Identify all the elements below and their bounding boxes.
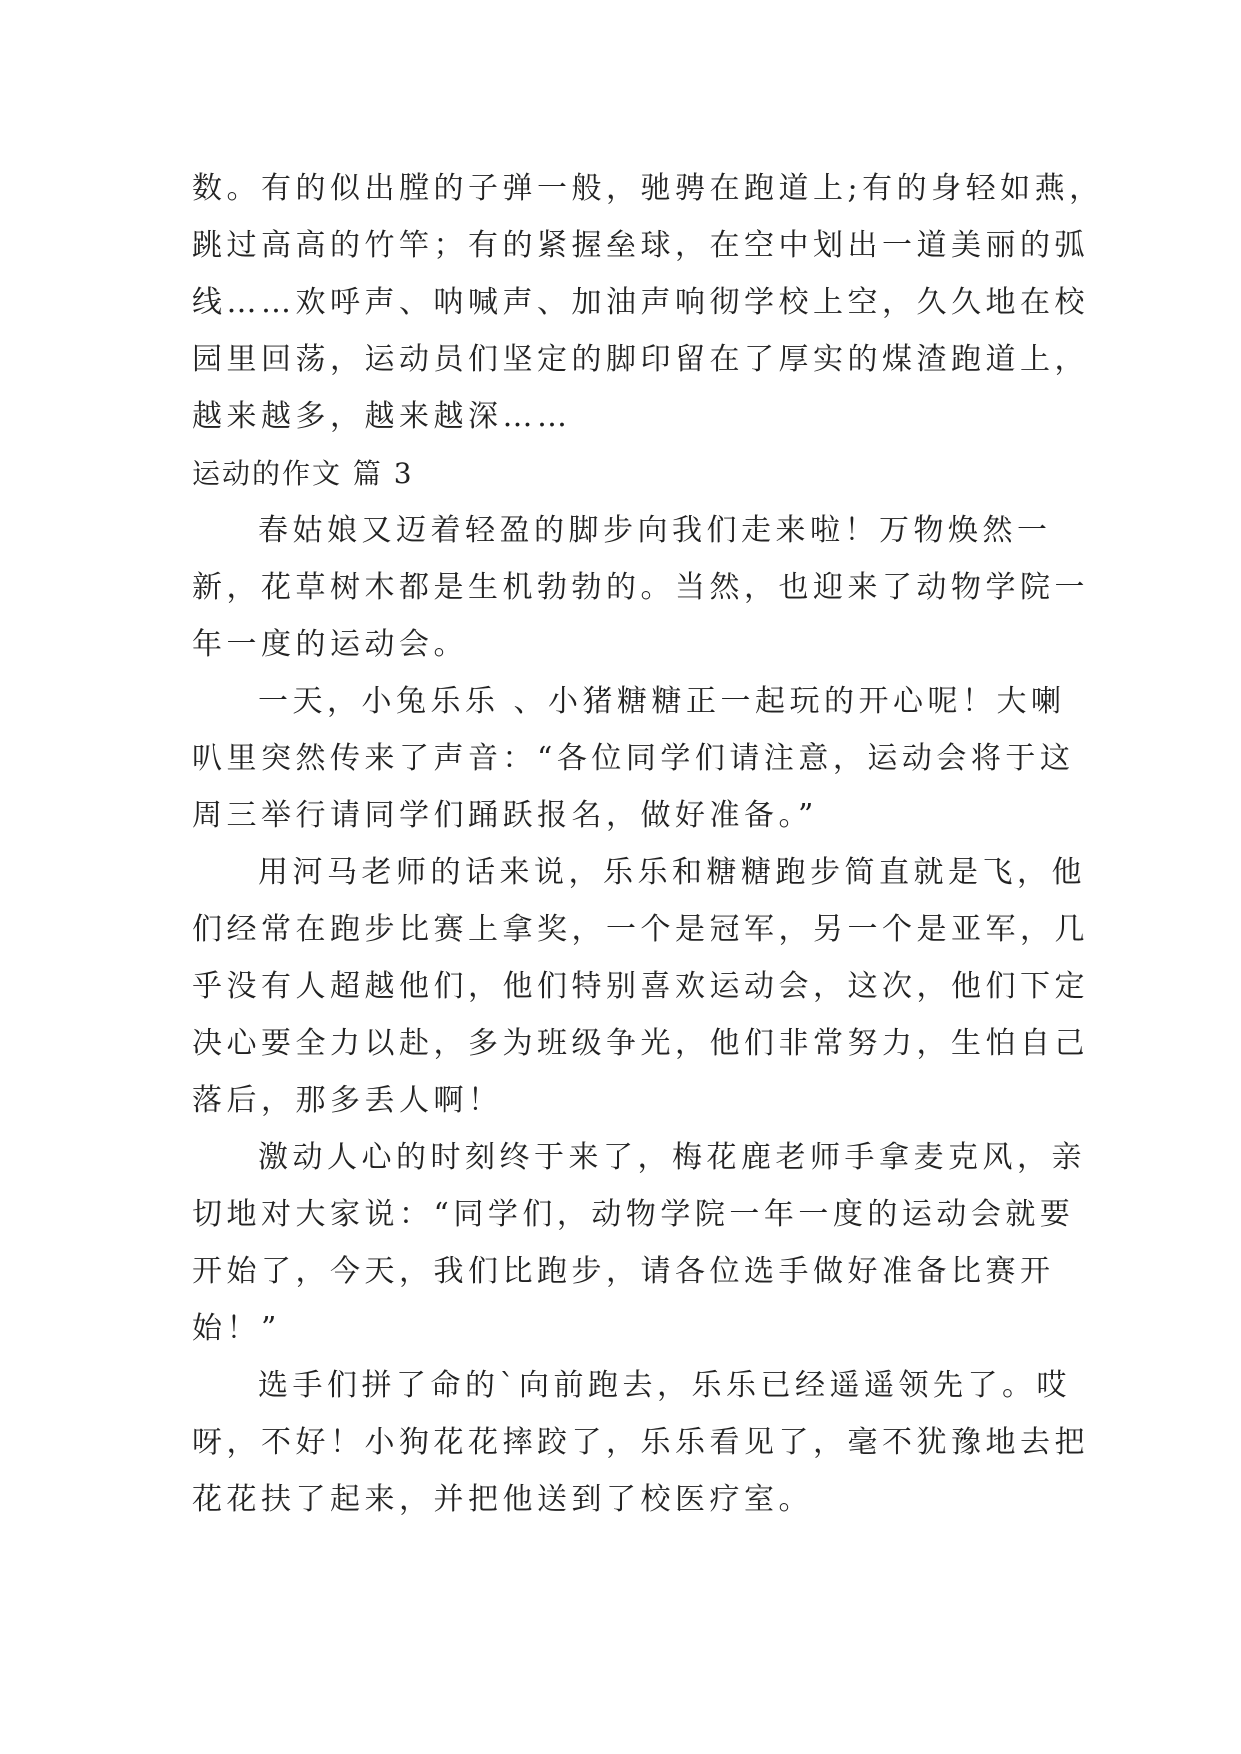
continuation-paragraph: [192, 160, 1104, 445]
text-line: 用河马老师的话来说，乐乐和糖糖跑步简直就是飞，他: [258, 855, 1086, 890]
text-line: 乎没有人超越他们，他们特别喜欢运动会，这次，他们下定: [192, 969, 1089, 1004]
section-heading: 运动的作文 篇 3: [192, 457, 414, 490]
text-line: 跳过高高的竹竿；有的紧握垒球，在空中划出一道美丽的弧: [192, 228, 1089, 263]
text-line: 开始了，今天，我们比跑步，请各位选手做好准备比赛开: [192, 1254, 1055, 1289]
text-line: 春姑娘又迈着轻盈的脚步向我们走来啦！万物焕然一: [258, 513, 1052, 548]
text-line: 花花扶了起来，并把他送到了校医疗室。: [192, 1482, 813, 1517]
text-line: 周三举行请同学们踊跃报名，做好准备。”: [192, 798, 818, 833]
document-page: [192, 160, 1104, 1528]
text-line: 数。有的似出膛的子弹一般，驰骋在跑道上;有的身轻如燕，: [192, 171, 1104, 206]
text-line: 一天，小兔乐乐 、小猪糖糖正一起玩的开心呢！大喇: [258, 684, 1066, 719]
paragraph: [192, 1357, 1089, 1528]
paragraph: [192, 844, 1089, 1129]
paragraph: [192, 502, 1089, 673]
text-line: 越来越多，越来越深……: [192, 399, 572, 434]
text-line: 落后，那多丢人啊！: [192, 1083, 503, 1118]
text-line: 激动人心的时刻终于来了，梅花鹿老师手拿麦克风，亲: [258, 1140, 1086, 1175]
paragraph: [192, 1129, 1086, 1357]
text-line: 叭里突然传来了声音：“各位同学们请注意，运动会将于这: [192, 741, 1075, 776]
text-line: 线……欢呼声、呐喊声、加油声响彻学校上空，久久地在校: [192, 285, 1089, 320]
text-line: 决心要全力以赴，多为班级争光，他们非常努力，生怕自己: [192, 1026, 1089, 1061]
text-line: 们经常在跑步比赛上拿奖，一个是冠军，另一个是亚军，几: [192, 912, 1089, 947]
text-line: 选手们拼了命的`向前跑去，乐乐已经遥遥领先了。哎: [258, 1368, 1071, 1403]
text-line: 切地对大家说：“同学们，动物学院一年一度的运动会就要: [192, 1197, 1075, 1232]
text-line: 园里回荡，运动员们坚定的脚印留在了厚实的煤渣跑道上，: [192, 342, 1089, 377]
text-line: 年一度的运动会。: [192, 627, 468, 662]
text-line: 呀，不好！小狗花花摔跤了，乐乐看见了，毫不犹豫地去把: [192, 1425, 1089, 1460]
text-line: 始！”: [192, 1311, 281, 1346]
text-line: 新，花草树木都是生机勃勃的。当然，也迎来了动物学院一: [192, 570, 1089, 605]
paragraph: [192, 673, 1075, 844]
